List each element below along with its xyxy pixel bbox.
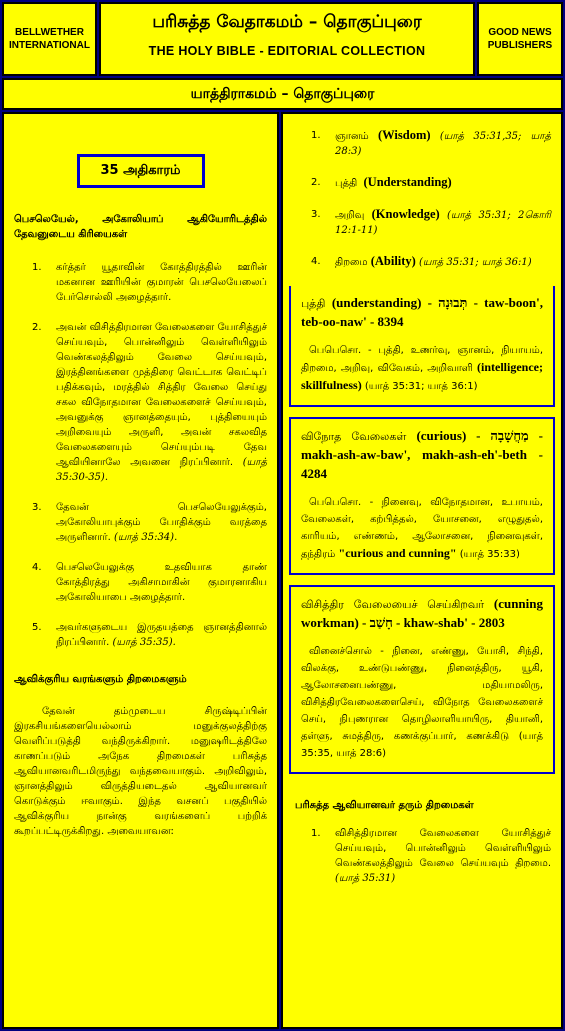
list-item: 4. திறமை (Ability) (யாத் 35:31; யாத் 36:1) <box>311 254 532 268</box>
gifts-list <box>293 128 551 270</box>
section-heading-works: பெசலெயேல், அகோலியாப் ஆகியோரிடத்தில் தேவனுடைய கிரியைகள் <box>14 214 267 240</box>
gifts-paragraph: தேவன் தம்முடைய சிருஷ்டிப்பின் இரகசியங்களையெல்லாம் மனுக்குலத்திற்கு வெளிப்படுத்தி வந்திருக்கிறார். மனுஷரிடத்திலே காணப்படும் அநேக திறமைகள் பரிசுத்த ஆவியானவரிடமிருந்து வந்தவையாகும். அறிவிலும், ஞானத்திலும் விருத்தியடைதல் ஆவியானவர் கொடுக்கும் ஈவாகும். இந்த வசனப் பகுதியில் ஆவிக்குரிய நான்கு வரங்களைப் பற்றிக் கூறப்பட்டிருக்கிறது. அவையாவன: <box>14 706 267 837</box>
scripture-reference: (யாத் 35:31) <box>335 873 396 884</box>
section-heading-abilities: பரிசுத்த ஆவியானவர் தரும் திறமைகள் <box>295 800 474 811</box>
left-column <box>2 112 279 1029</box>
bellwether-logo-text: BELLWETHER INTERNATIONAL <box>9 27 90 51</box>
scripture-reference: (யாத் 35:30-35). <box>56 457 267 483</box>
page-title-english: THE HOLY BIBLE - EDITORIAL COLLECTION <box>148 44 426 58</box>
scripture-reference: (யாத் 35:35). <box>112 637 176 648</box>
list-item: 4. பெசலெயேலுக்கு உதவியாக தாண் கோத்திரத்து அகிசாமாகின் குமாரனாகிய அகோலியாபை அழைத்தார். <box>32 562 267 603</box>
scripture-reference: (யாத் 35:31; யாத் 36:1) <box>419 257 532 268</box>
chapter-heading: 35 அதிகாரம் <box>77 154 205 188</box>
list-item: 2. புத்தி (Understanding) <box>311 175 452 189</box>
section-heading-gifts: ஆவிக்குரிய வரங்களும் திறமைகளும் <box>14 674 187 685</box>
abilities-list <box>293 826 551 886</box>
list-item: 3. அறிவு (Knowledge) (யாத் 35:31; 2கொரி 12:1-11) <box>311 207 551 236</box>
page-title-tamil: பரிசுத்த வேதாகமம் – தொகுப்புரை <box>152 12 422 32</box>
bellwether-logo <box>2 2 97 76</box>
word-study-curious: விநோத வேலைகள் (curious) - מַחֲשָׁבָה - makh-ash-aw-baw', makh-ash-eh'-beth - 4284 பெபெசொ. - நினைவு, விநோதமான, உபாயம், வேலைகள், கற்பித்தல், யோசனை, எழுதுதல், காரியம், எண்ணம், ஆலோசனை, நினைவுகள், தந்திரம் "curious and cunning" (யாத் 35:33) <box>289 417 555 575</box>
scripture-reference: (யாத் 35:34). <box>113 532 178 543</box>
word-study-understanding: புத்தி (understanding) - תְּבוּנָה - taw-boon', teb-oo-naw' - 8394 பெபெசொ. - புத்தி, உணர்வு, ஞானம், நியாயம், திறமை, அறிவு, விவேகம், அறிவாளி (intelligence; skillfulness) (யாத் 35:31; யாத் 36:1) <box>289 286 555 407</box>
book-subtitle-box <box>2 78 563 110</box>
list-item: 1. ஞானம் (Wisdom) (யாத் 35:31,35; யாத் 28:3) <box>311 128 551 157</box>
header-title-box <box>99 2 475 76</box>
list-item: 1. கர்த்தர் யூதாவின் கோத்திரத்தில் ஊரின் மகனான ஊரியின் குமாரன் பெசலெயேலைப் பேர்சொல்லி அழைத்தார். <box>32 262 267 303</box>
works-list <box>14 260 267 650</box>
list-item: 2. அவன் விசித்திரமான வேலைகளை யோசித்துச் செய்யவும், பொன்னிலும் வெள்ளியிலும் வெண்கலத்திலும் வேலை செய்யவும், இரத்தினங்களை முத்திரை வெட்டாக வெட்டிப் பதிக்கவும், மரத்தில் சித்திர வேலை செய்து சகல விநோதமான வேலைகளைச் செய்யவும், அவனுக்கு ஞானத்தையும், புத்தியையும் அறிவையும் அருளி, அவன் சகலவித வேலைகளையும் செய்யும்படி தேவ ஆவியினாலே அவனை நிரப்பினார். (யாத் 35:30-35). <box>32 322 267 483</box>
scripture-reference: (யாத் 35:31,35; யாத் 28:3) <box>335 131 551 157</box>
list-item: 3. தேவன் பெசலெயேலுக்கும், அகோலியாபுக்கும் போதிக்கும் வரத்தை அருளினார். (யாத் 35:34). <box>32 502 267 543</box>
good-news-logo <box>477 2 563 76</box>
word-study-cunning-workman: விசித்திர வேலையைச் செய்கிறவர் (cunning workman) - חָשַׁב - khaw-shab' - 2803 வினைச்சொல் - நினை, எண்ணு, யோசி, சிந்தி, விலக்கு, உண்டுபண்ணு, நினைத்திரு, யூகி, ஆலோசனைபண்ணு, மதியாமலிரு, விசித்திரவேலைகளைசெய், விநோத வேலைகளைச் செய், நிபுணரான தொழிலாளியாயிரு, தியானி, தள்ளு, சுமத்திரு, கணக்குப்பார், கணக்கிடு (யாத் 35:35, யாத் 28:6) <box>289 585 555 774</box>
scripture-reference: (யாத் 35:31; 2கொரி 12:1-11) <box>335 210 551 236</box>
list-item: 5. அவர்களுடைய இருதயத்தை ஞானத்தினால் நிரப்பினார். (யாத் 35:35). <box>32 622 267 648</box>
list-item: 1. விசித்திரமான வேலைகளை யோசித்துச் செய்யவும், பொன்னிலும் வெள்ளியிலும் வெண்கலத்திலும் வேலை செய்யவும் திறமை. (யாத் 35:31) <box>311 828 551 884</box>
scripture-reference: (யாத் 35:33) <box>459 549 520 560</box>
good-news-logo-text: GOOD NEWS PUBLISHERS <box>487 27 553 51</box>
right-column <box>281 112 563 1029</box>
scripture-reference: (யாத் 35:31; யாத் 36:1) <box>364 381 478 392</box>
book-subtitle: யாத்திராகமம் – தொகுப்புரை <box>190 86 375 102</box>
scripture-reference: (யாத் 35:35, யாத் 28:6) <box>301 731 543 759</box>
